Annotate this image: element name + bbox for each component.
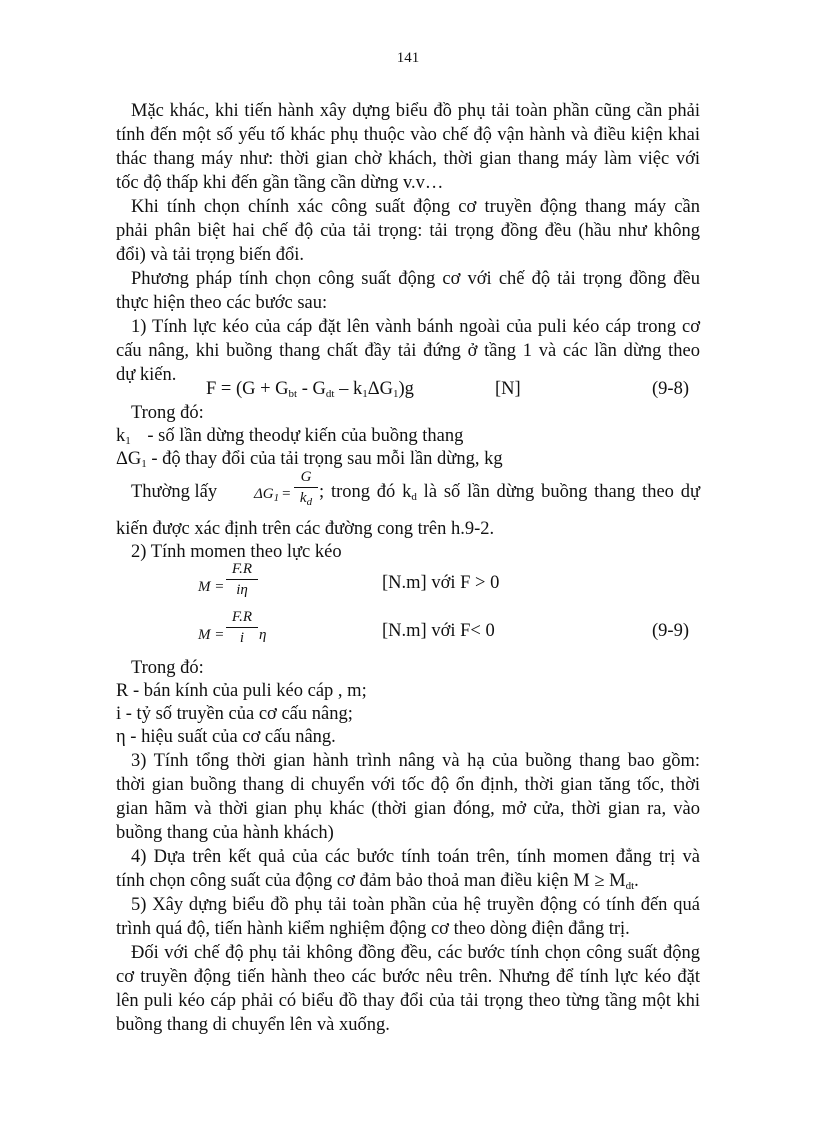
definition-delta-g1: $\Delta G_1$ - độ thay đổi của tải trọng sau mỗi lần dừng, kg (116, 449, 503, 470)
text-line: Đối với chế độ phụ tải không đồng đều, các bước tính chọn công suất động (131, 943, 700, 963)
equation-9-9-number: (9-9) (652, 621, 689, 641)
text-line: tính đến một số yếu tố khác phụ thuộc vào chế độ vận hành và điều kiện khai (116, 125, 700, 145)
formula-m-lhs: M = (198, 627, 225, 643)
equation-9-9b-condition: [N.m] với F< 0 (382, 621, 495, 641)
equation-9-9a-condition: [N.m] với F > 0 (382, 573, 500, 593)
text-line: Trong đó: (131, 658, 204, 678)
definition-k1: $k_1$ - số lần dừng theodự kiến của buồng thang (116, 426, 464, 447)
text-line: buồng thang của hành khách) (116, 823, 334, 843)
text-line: thác thang máy như: thời gian chờ khách, thời gian thang máy làm việc với (116, 149, 700, 169)
text-line: 3) Tính tổng thời gian hành trình nâng và hạ của buồng thang bao gồm: (131, 751, 700, 771)
text-line: đổi) và tải trọng biến đổi. (116, 245, 305, 265)
text-line: thời gian buồng thang di chuyển với tốc độ ổn định, thời gian tăng tốc, thời (116, 775, 700, 795)
text-line: Mặc khác, khi tiến hành xây dựng biểu đồ phụ tải toàn phần cũng cần phải (131, 101, 700, 121)
text-line: thực hiện theo các bước sau: (116, 293, 328, 313)
formula-m-lhs: M = (198, 579, 225, 595)
text-line: gian hãm và thời gian phụ khác (thời gian đóng, mở cửa, thời gian ra, vào (116, 799, 700, 819)
equation-9-8-unit: [N] (495, 379, 521, 399)
text-line: Trong đó: (131, 403, 204, 423)
definition-eta: η - hiệu suất của cơ cấu nâng. (116, 727, 336, 747)
formula-eta: η (259, 627, 267, 643)
equation-9-8-number: (9-8) (652, 379, 689, 399)
text-line: 5) Xây dựng biểu đồ phụ tải toàn phần của hệ truyền động có tính đến quá (131, 895, 700, 915)
text-line: cấu nâng, khi buồng thang chất đầy tải đứng ở tầng 1 và các lần dừng theo (116, 341, 700, 361)
text-line: Phương pháp tính chọn công suất động cơ với chế độ tải trọng đồng đều (131, 269, 700, 289)
text-line: lên puli kéo cáp phải có biểu đồ thay đổi của tải trọng theo từng tầng một khi (116, 991, 700, 1011)
text-line: 2) Tính momen theo lực kéo (131, 542, 342, 562)
fraction-g-over-kd: G $k_d$ (294, 469, 318, 507)
fraction-fr-over-ieta: F.R iη (226, 561, 258, 599)
definition-r: R - bán kính của puli kéo cáp , m; (116, 681, 367, 701)
text-line: trình quá độ, tiến hành kiểm nghiệm động cơ theo dòng điện đẳng trị. (116, 919, 630, 939)
text-line: cơ truyền động tiến hành theo các bước nêu trên. Nhưng để tính lực kéo đặt (116, 967, 700, 987)
fraction-fr-over-i: F.R i (226, 609, 258, 647)
definition-i: i - tỷ số truyền của cơ cấu nâng; (116, 704, 353, 724)
text-line: Thường lấy (131, 482, 218, 502)
text-line: kiến được xác định trên các đường cong trên h.9-2. (116, 519, 495, 539)
page-number: 141 (396, 50, 420, 66)
equation-9-8: $F = (G + G_{bt} - G_{dt} - k_1\Delta G_1)g$ (206, 379, 414, 400)
text-line: ; trong đó $k_d$ là số lần dừng buồng thang theo dự (319, 482, 700, 503)
text-line: buồng thang di chuyển lên và xuống. (116, 1015, 390, 1035)
text-line: phải phân biệt hai chế độ của tải trọng: tải trọng đồng đều (hầu như không (116, 221, 700, 241)
text-line: dự kiến. (116, 365, 177, 385)
text-line: tốc độ thấp khi đến gần tầng cần dừng v.v… (116, 173, 444, 193)
formula-delta-g1: $\Delta G_1$ = (254, 486, 292, 504)
text-line: Khi tính chọn chính xác công suất động cơ truyền động thang máy cần (131, 197, 700, 217)
text-line: 4) Dựa trên kết quả của các bước tính toán trên, tính momen đẳng trị và (131, 847, 700, 867)
text-line: 1) Tính lực kéo của cáp đặt lên vành bánh ngoài của puli kéo cáp trong cơ (131, 317, 700, 337)
text-line: tính chọn công suất của động cơ đảm bảo thoả man điều kiện $M \ge M_{dt}$. (116, 871, 639, 892)
